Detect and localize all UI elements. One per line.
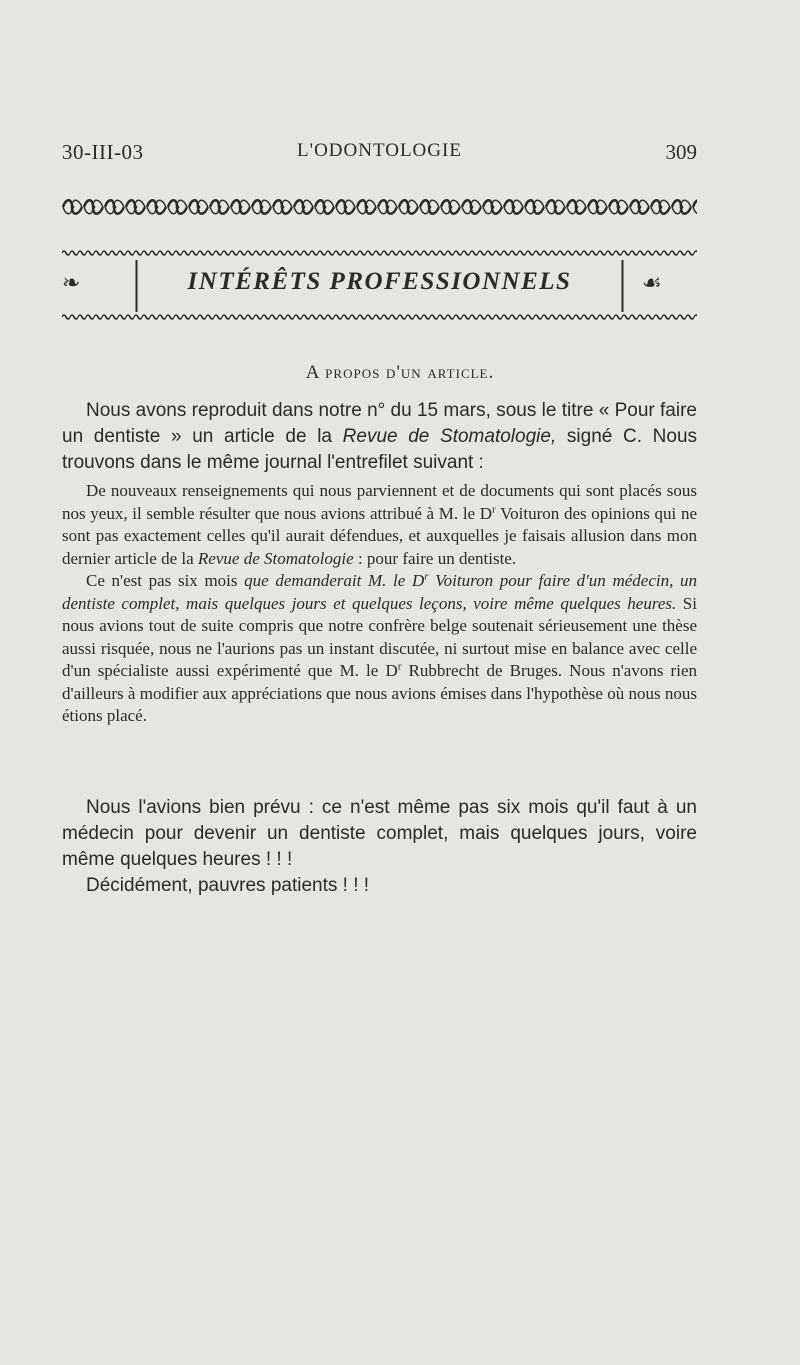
fleuron-right-icon: ☙ (642, 270, 662, 295)
running-head (62, 140, 697, 170)
article-title: A propos d'un article. (305, 362, 495, 383)
journal-title: L'ODONTOLOGIE (297, 140, 462, 161)
quote-italic: Voituron pour faire d'un médecin, un dentiste complet, mais quelques jours et quelques leçons, voire même quelques heures. (62, 571, 697, 613)
vertical-bar-right (620, 260, 625, 312)
wavy-rule-bottom (62, 312, 697, 322)
closing-paragraphs (62, 795, 697, 899)
quote-italic: que demanderait M. le D (244, 571, 425, 590)
section-banner (62, 248, 697, 324)
quote-text: Ce n'est pas six mois (86, 571, 245, 590)
superscript: r (397, 660, 402, 673)
quote-text: : pour faire un dentiste. (353, 548, 517, 568)
intro-paragraph (62, 398, 697, 476)
closing-paragraph-2: Décidément, pauvres patients ! ! ! (86, 875, 370, 896)
journal-name-italic: Revue de Stomatologie (197, 548, 354, 568)
section-heading: INTÉRÊTS PROFESSIONNELS (187, 268, 572, 295)
intro-text: Nous avons reproduit dans notre n° du 15 mars, sous le titre « Pour faire un dentiste » un article de la (62, 400, 697, 447)
quote-paragraph-2 (62, 570, 697, 728)
wavy-rule-top (62, 248, 697, 258)
ornamental-border (62, 196, 697, 218)
journal-name-italic: Revue de Stomatologie, (342, 426, 557, 447)
quote-text: Si nous avions tout de suite compris que notre confrère belge soutenait sérieusement une thèse aussi risquée, nous ne l'aurions pas un instant discutée, ni surtout mise en balance avec celle d'un spécialiste aussi expérimenté que M. le D (62, 593, 697, 680)
quote-text: Voituron des opinions qui ne sont pas exactement celles qu'il aurait défendues, et auxquelles je faisais allusion dans mon dernier article de la (62, 503, 697, 568)
quoted-excerpt (62, 480, 697, 728)
intro-text-cont: signé C. Nous trouvons dans le même journal l'entrefilet suivant : (62, 426, 698, 473)
fleuron-left-icon: ❧ (62, 270, 81, 295)
quote-text: Rubbrecht de Bruges. Nous n'avons rien d'ailleurs à modifier aux appréciations que nous avions émises dans l'hypothèse où nous nous étions placé. (62, 661, 697, 725)
page-number: 309 (665, 140, 697, 164)
quote-text: De nouveaux renseignements qui nous parviennent et de documents qui sont placés sous nos yeux, il semble résulter que nous avions attribué à M. le D (62, 481, 697, 523)
superscript: r (424, 570, 429, 583)
quote-paragraph-1 (62, 480, 697, 570)
closing-paragraph-1: Nous l'avions bien prévu : ce n'est même pas six mois qu'il faut à un médecin pour devenir un dentiste complet, mais quelques jours, voire même quelques heures ! ! ! (62, 797, 697, 870)
issue-date: 30-III-03 (62, 140, 144, 164)
superscript: r (492, 502, 496, 515)
